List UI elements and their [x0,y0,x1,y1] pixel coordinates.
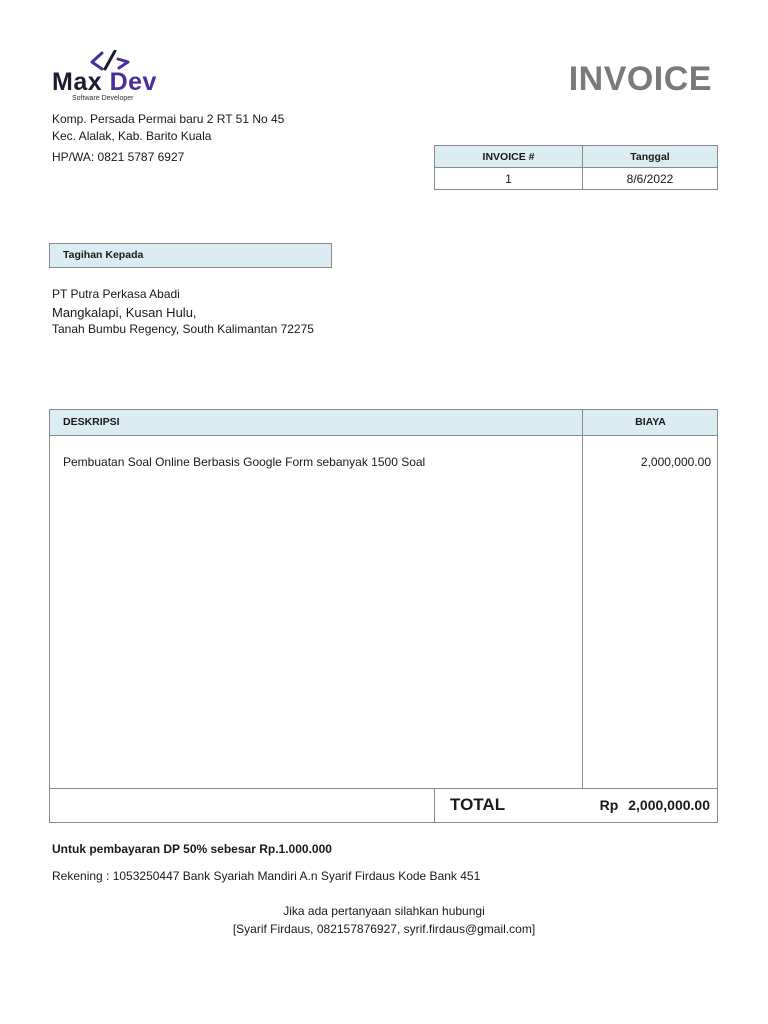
footer-contact-details: [Syarif Firdaus, 082157876927, syrif.firdaus@gmail.com] [232,922,536,936]
company-logo [52,50,182,106]
logo-word-max: Max [52,68,103,96]
invoice-number-header: INVOICE # [435,146,583,168]
bill-to-header: Tagihan Kepada [49,243,332,268]
column-divider [582,410,583,789]
invoice-number: 1 [435,168,583,190]
item-description: Pembuatan Soal Online Berbasis Google Form sebanyak 1500 Soal [63,455,426,469]
logo-tagline: Software Developer [72,95,134,102]
footer-contact-prompt: Jika ada pertanyaan silahkan hubungi [283,904,485,918]
invoice-date-header: Tanggal [583,146,718,168]
invoice-date: 8/6/2022 [583,168,718,190]
total-row [50,788,717,823]
logo-word-dev: Dev [109,68,157,96]
total-label: TOTAL [450,795,506,814]
company-address-line2: Kec. Alalak, Kab. Barito Kuala [52,129,212,143]
bank-account: Rekening : 1053250447 Bank Syariah Mandiri A.n Syarif Firdaus Kode Bank 451 [52,869,481,883]
client-address-line1: Mangkalapi, Kusan Hulu, [52,305,197,320]
invoice-title: INVOICE [568,60,712,98]
item-cost: 2,000,000.00 [640,455,711,469]
cost-column-header: BIAYA [635,416,666,428]
logo-wordmark [52,68,157,96]
items-table [49,409,718,823]
company-phone: HP/WA: 0821 5787 6927 [52,150,185,164]
invoice-meta-table [434,145,718,190]
total-value: 2,000,000.00 [628,797,710,813]
client-name: PT Putra Perkasa Abadi [52,287,180,301]
total-divider [434,789,435,823]
total-amount [600,797,710,813]
description-column-header: DESKRIPSI [63,416,120,428]
items-table-header [50,410,717,436]
down-payment-note: Untuk pembayaran DP 50% sebesar Rp.1.000.000 [52,842,332,856]
client-address-line2: Tanah Bumbu Regency, South Kalimantan 72275 [52,322,314,336]
company-address-line1: Komp. Persada Permai baru 2 RT 51 No 45 [52,112,285,126]
total-currency: Rp [599,797,619,813]
